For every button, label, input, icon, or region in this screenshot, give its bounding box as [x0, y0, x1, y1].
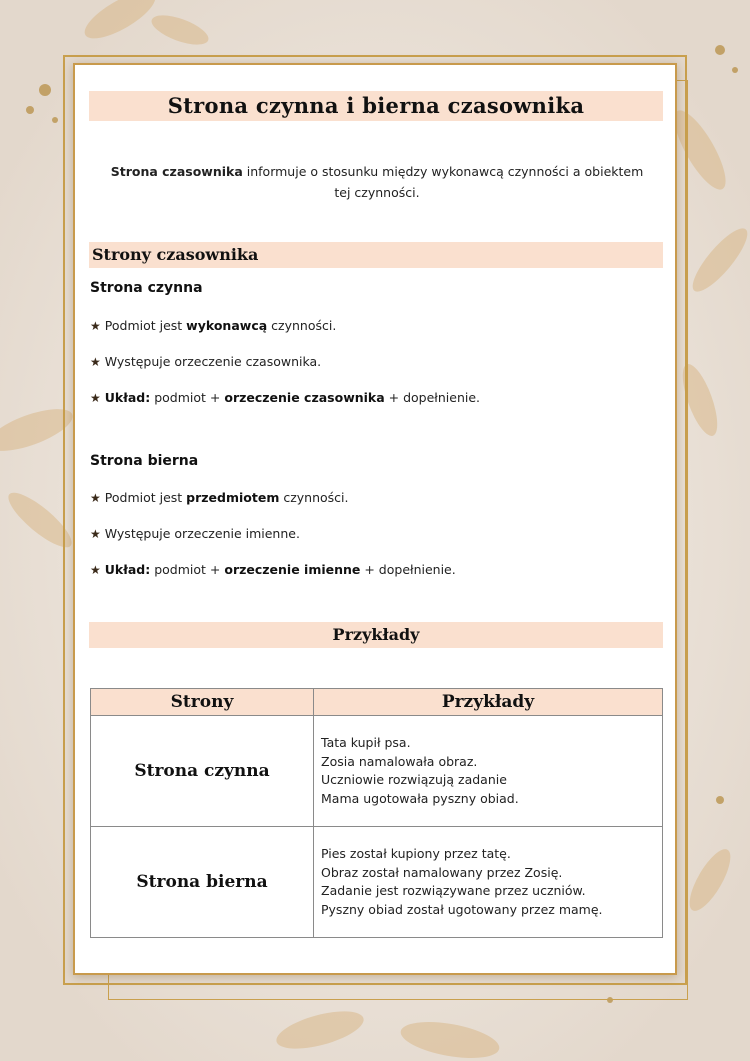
example-line: Pyszny obiad został ugotowany przez mamę. — [321, 901, 603, 917]
intro-bold: Strona czasownika — [110, 164, 243, 179]
active-b3-b: + dopełnienie. — [384, 390, 480, 405]
passive-b3-label: Układ: — [104, 562, 151, 577]
star-icon: ★ — [90, 319, 101, 333]
passive-bullet-2 — [90, 526, 300, 541]
passive-heading: Strona bierna — [90, 453, 199, 469]
active-heading: Strona czynna — [90, 280, 203, 296]
active-bullet-1 — [90, 318, 336, 333]
example-line: Zosia namalowała obraz. — [321, 753, 478, 769]
passive-b3-b: + dopełnienie. — [360, 562, 456, 577]
example-line: Uczniowie rozwiązują zadanie — [321, 772, 507, 787]
examples-table — [90, 688, 663, 938]
active-b3-label: Układ: — [104, 390, 151, 405]
intro-paragraph — [105, 161, 649, 203]
passive-b1-post: czynności. — [279, 490, 349, 505]
star-icon: ★ — [90, 391, 101, 405]
star-icon: ★ — [90, 563, 101, 577]
row-label-passive: Strona bierna — [91, 827, 314, 938]
page-title: Strona czynna i bierna czasownika — [167, 93, 585, 118]
table-header-col2: Przykłady — [314, 689, 663, 716]
passive-b2: Występuje orzeczenie imienne. — [104, 526, 300, 541]
passive-bullet-1 — [90, 490, 349, 505]
example-line: Pies został kupiony przez tatę. — [321, 846, 511, 861]
star-icon: ★ — [90, 491, 101, 505]
row-examples-passive — [314, 827, 663, 938]
section-heading: Strony czasownika — [92, 245, 259, 264]
document-sheet — [73, 63, 677, 975]
active-bullet-2 — [90, 354, 321, 369]
intro-text: informuje o stosunku między wykonawcą czynności a obiektem tej czynności. — [242, 164, 644, 200]
table-row — [91, 716, 663, 827]
table-header-col1: Strony — [91, 689, 314, 716]
active-b3-bold: orzeczenie czasownika — [224, 390, 385, 405]
active-bullet-3 — [90, 390, 480, 405]
active-b2: Występuje orzeczenie czasownika. — [104, 354, 322, 369]
passive-b3-bold: orzeczenie imienne — [224, 562, 361, 577]
table-header-row — [91, 689, 663, 716]
active-b1-pre: Podmiot jest — [104, 318, 187, 333]
active-b1-post: czynności. — [267, 318, 337, 333]
title-band — [89, 91, 663, 121]
passive-bullet-3 — [90, 562, 456, 577]
passive-b1-pre: Podmiot jest — [104, 490, 187, 505]
row-examples-active — [314, 716, 663, 827]
star-icon: ★ — [90, 527, 101, 541]
passive-b1-bold: przedmiotem — [186, 490, 280, 505]
example-line: Obraz został namalowany przez Zosię. — [321, 864, 563, 880]
example-line: Tata kupił psa. — [321, 735, 411, 750]
examples-heading-band — [89, 622, 663, 648]
active-b3-a: podmiot + — [150, 390, 225, 405]
star-icon: ★ — [90, 355, 101, 369]
example-line: Zadanie jest rozwiązywane przez uczniów. — [321, 883, 586, 898]
section-heading-band — [89, 242, 663, 268]
table-row — [91, 827, 663, 938]
example-line: Mama ugotowała pyszny obiad. — [321, 790, 519, 806]
examples-heading: Przykłady — [332, 625, 420, 644]
row-label-active: Strona czynna — [91, 716, 314, 827]
active-b1-bold: wykonawcą — [186, 318, 268, 333]
passive-b3-a: podmiot + — [150, 562, 225, 577]
